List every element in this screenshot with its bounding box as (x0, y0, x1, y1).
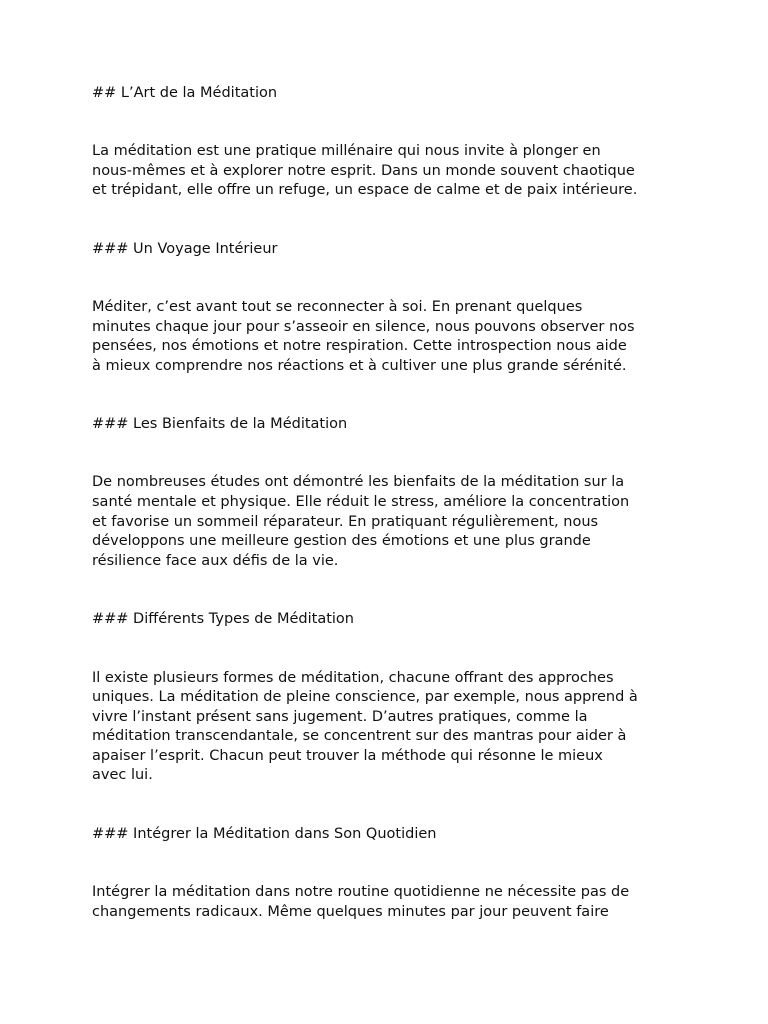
document-title: ## L’Art de la Méditation (92, 85, 278, 101)
paragraph-line: pensées, nos émotions et notre respiration. Cette introspection nous aide (92, 338, 627, 355)
paragraph-line: et trépidant, elle offre un refuge, un espace de calme et de paix intérieure. (92, 182, 638, 199)
paragraph-line: développons une meilleure gestion des émotions et une plus grande (92, 533, 591, 550)
paragraph-line: apaiser l’esprit. Chacun peut trouver la méthode qui résonne le mieux (92, 747, 603, 764)
document-page (92, 84, 692, 922)
paragraph-line: La méditation est une pratique millénaire qui nous invite à plonger en (92, 143, 601, 160)
paragraph-line: nous-mêmes et à explorer notre esprit. Dans un monde souvent chaotique (92, 162, 635, 179)
section-paragraph-types (92, 669, 692, 787)
section-heading-types: ### Différents Types de Méditation (92, 611, 354, 628)
intro-paragraph (92, 142, 692, 201)
section-heading-quotidien: ### Intégrer la Méditation dans Son Quotidien (92, 826, 437, 843)
paragraph-line: vivre l’instant présent sans jugement. D’autres pratiques, comme la (92, 708, 588, 725)
paragraph-line: avec lui. (92, 767, 153, 784)
paragraph-line: à mieux comprendre nos réactions et à cultiver une plus grande sérénité. (92, 357, 627, 374)
paragraph-line: De nombreuses études ont démontré les bienfaits de la méditation sur la (92, 474, 625, 491)
paragraph-line: santé mentale et physique. Elle réduit le stress, améliore la concentration (92, 494, 630, 511)
section-paragraph-voyage (92, 298, 692, 376)
paragraph-line: changements radicaux. Même quelques minutes par jour peuvent faire (92, 903, 609, 920)
paragraph-line: et favorise un sommeil réparateur. En pratiquant régulièrement, nous (92, 513, 599, 530)
paragraph-line: Il existe plusieurs formes de méditation, chacune offrant des approches (92, 669, 614, 686)
section-heading-voyage: ### Un Voyage Intérieur (92, 240, 278, 257)
paragraph-line: méditation transcendantale, se concentrent sur des mantras pour aider à (92, 728, 627, 745)
paragraph-line: uniques. La méditation de pleine conscience, par exemple, nous apprend à (92, 689, 638, 706)
section-paragraph-quotidien (92, 883, 692, 922)
paragraph-line: résilience face aux défis de la vie. (92, 552, 339, 569)
paragraph-line: Intégrer la méditation dans notre routine quotidienne ne nécessite pas de (92, 884, 630, 901)
section-heading-bienfaits: ### Les Bienfaits de la Méditation (92, 416, 348, 433)
paragraph-line: minutes chaque jour pour s’asseoir en silence, nous pouvons observer nos (92, 318, 635, 335)
paragraph-line: Méditer, c’est avant tout se reconnecter à soi. En prenant quelques (92, 298, 583, 315)
section-paragraph-bienfaits (92, 473, 692, 571)
